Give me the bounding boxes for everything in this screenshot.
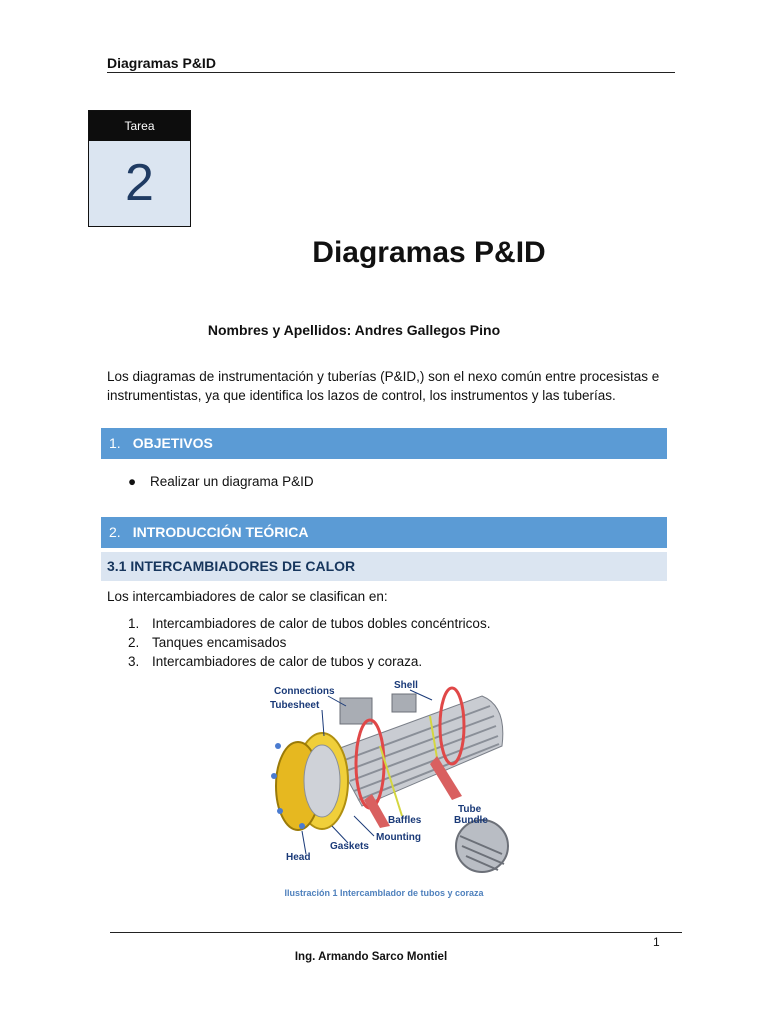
section-objetivos bbox=[101, 428, 667, 459]
label-connections: Connections bbox=[274, 686, 335, 697]
label-tubesheet: Tubesheet bbox=[270, 700, 320, 711]
section-introduccion bbox=[101, 517, 667, 548]
list-item bbox=[128, 654, 422, 669]
label-shell: Shell bbox=[394, 680, 418, 691]
figure-caption: Ilustración 1 Intercamblador de tubos y coraza bbox=[284, 888, 484, 898]
label-mounting: Mounting bbox=[376, 832, 421, 843]
page-number: 1 bbox=[653, 935, 660, 949]
tarea-number: 2 bbox=[89, 141, 190, 226]
bullet-item bbox=[128, 474, 314, 489]
author-line: Nombres y Apellidos: Andres Gallegos Pino bbox=[207, 322, 501, 338]
label-gaskets: Gaskets bbox=[330, 841, 369, 852]
intro-paragraph: Los diagramas de instrumentación y tuberías (P&ID,) son el nexo común entre procesistas e instrumentistas, ya que identifica los lazos de control, los instrumentos y las tuberías. bbox=[107, 369, 660, 403]
section-title: OBJETIVOS bbox=[132, 435, 213, 451]
tarea-label: Tarea bbox=[89, 111, 190, 141]
footer-author: Ing. Armando Sarco Montiel bbox=[294, 951, 448, 963]
header-rule bbox=[107, 72, 675, 73]
shell-nozzle bbox=[392, 694, 416, 712]
header-title: Diagramas P&ID bbox=[107, 55, 216, 71]
list-text: Tanques encamisados bbox=[152, 635, 287, 650]
section-title: INTRODUCCIÓN TEÓRICA bbox=[132, 524, 309, 540]
subsection-intercambiadores: 3.1 INTERCAMBIADORES DE CALOR bbox=[101, 552, 667, 581]
list-number: 1. bbox=[128, 616, 140, 631]
document-title: Diagramas P&ID bbox=[312, 236, 546, 269]
tarea-badge bbox=[88, 110, 191, 227]
label-head: Head bbox=[286, 852, 311, 863]
list-number: 2. bbox=[128, 635, 140, 650]
label-baffles: Baffles bbox=[388, 815, 422, 826]
list-item bbox=[128, 616, 490, 631]
classification-intro: Los intercambiadores de calor se clasifican en: bbox=[107, 589, 388, 604]
section-number: 2. bbox=[109, 524, 121, 540]
label-bundle: Bundle bbox=[454, 815, 488, 826]
section-number: 1. bbox=[109, 435, 121, 451]
heat-exchanger-illustration bbox=[262, 676, 522, 876]
label-tube: Tube bbox=[458, 804, 482, 815]
list-text: Intercambiadores de calor de tubos y coraza. bbox=[152, 654, 423, 669]
bullet-text: Realizar un diagrama P&ID bbox=[150, 474, 314, 489]
list-text: Intercambiadores de calor de tubos dobles concéntricos. bbox=[152, 616, 491, 631]
list-number: 3. bbox=[128, 654, 140, 669]
footer-rule bbox=[110, 932, 682, 933]
bullet-icon: ● bbox=[128, 474, 137, 489]
list-item bbox=[128, 635, 286, 650]
